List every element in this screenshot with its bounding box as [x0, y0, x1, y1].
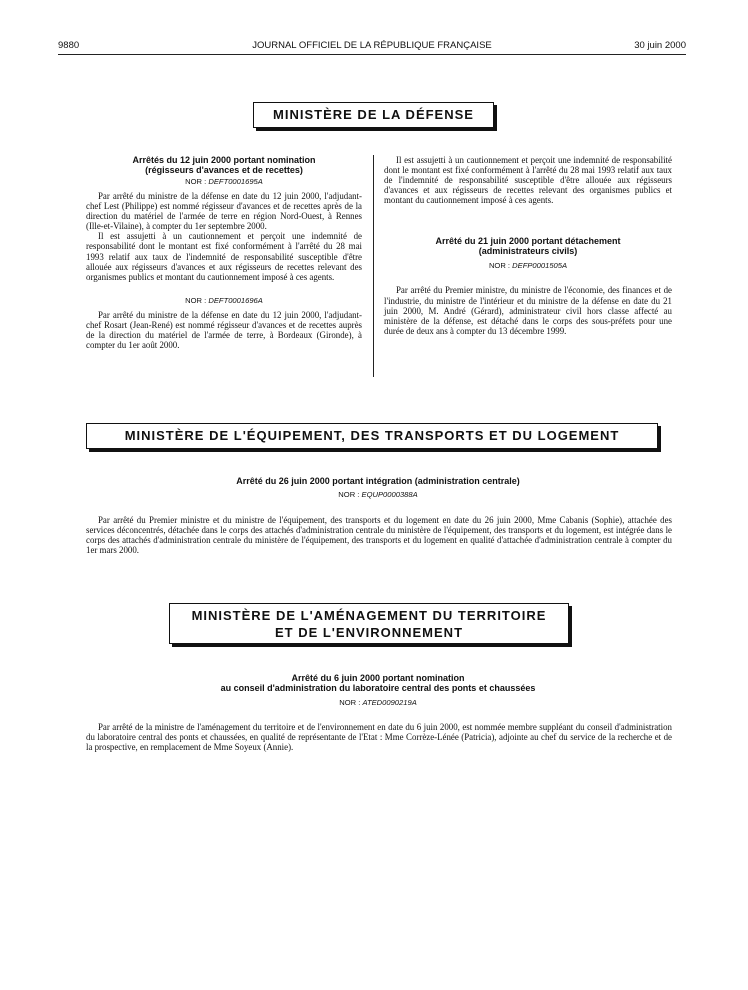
paragraph: Par arrêté du ministre de la défense en date du 12 juin 2000, l'adjudant-chef Rosart (Jean-René) est nommé régisseur d'avances et de recettes auprès de la direction du matériel de l'armée de terre, à Bordeaux (Gironde), à compter du 1er août 2000.: [86, 309, 362, 351]
journal-title: JOURNAL OFFICIEL DE LA RÉPUBLIQUE FRANÇAISE: [252, 40, 492, 51]
arrete-title-line1: Arrêtés du 12 juin 2000 portant nomination: [132, 155, 316, 165]
paragraph: Par arrêté de la ministre de l'aménagement du territoire et de l'environnement en date du 6 juin 2000, est nommée membre suppléant du conseil d'administration du laboratoire central des ponts et chaussées, en qualité de représentante de l'Etat : Mme Corrèze-Lénée (Patricia), adjointe au chef du service de la recherche et de la prospective, en remplacement de Mme Soyeux (Annie).: [86, 722, 672, 753]
nor-reference: NOR : ATED0090219A: [339, 698, 417, 707]
page-date: 30 juin 2000: [634, 40, 686, 51]
ministry-heading-amenagement: [169, 603, 569, 644]
nor-reference: NOR : DEFP0001505A: [488, 261, 568, 271]
arrete-title-line2: (administrateurs civils): [478, 246, 578, 257]
arrete-title-line1: Arrêté du 21 juin 2000 portant détachement: [435, 236, 621, 247]
arrete-title-line2: (régisseurs d'avances et de recettes): [145, 165, 303, 175]
nor-code: EQUP0000388A: [361, 490, 418, 499]
defense-right-column: [384, 155, 672, 336]
arrete-title: Arrêté du 26 juin 2000 portant intégration (administration centrale): [236, 476, 520, 486]
column-divider: [373, 155, 374, 377]
paragraph: Il est assujetti à un cautionnement et perçoit une indemnité de responsabilité dont le montant est fixé conformément à l'arrêté du 28 mai 1993 relatif aux taux de l'indemnité de responsabilité susceptible d'être allouée aux régisseurs d'avances et aux régisseurs de recettes relevant des organismes publics et montant du cautionnement imposé à ces agents.: [384, 155, 672, 206]
nor-code: DEFT0001696A: [208, 295, 263, 305]
nor-reference: NOR : DEFT0001696A: [185, 295, 263, 305]
header-rule: [58, 54, 686, 55]
arrete-title: [86, 673, 670, 693]
defense-left-column: [86, 155, 362, 350]
paragraph: Par arrêté du Premier ministre et du ministre de l'équipement, des transports et du logement en date du 26 juin 2000, Mme Cabanis (Sophie), attachée des services déconcentrés, détachée dans le corps des attachés d'administration centrale du ministère de l'équipement, des transports et du logement, est intégrée dans le corps des attachés d'administration centrale du ministère de l'équipement, des transports et du logement en qualité d'attachée d'administration centrale à compter du 1er mars 2000.: [86, 515, 672, 556]
arrete-title: [86, 155, 362, 175]
arrete-title-line2: au conseil d'administration du laboratoire central des ponts et chaussées: [220, 683, 536, 693]
nor-code: ATED0090219A: [362, 698, 417, 707]
arrete-title: [384, 236, 672, 256]
ministry-heading-line2: ET DE L'ENVIRONNEMENT: [274, 625, 464, 640]
nor-code: DEFT0001695A: [208, 177, 263, 186]
nor-reference: NOR : DEFT0001695A: [185, 177, 263, 186]
ministry-heading-equipement: MINISTÈRE DE L'ÉQUIPEMENT, DES TRANSPORTS ET DU LOGEMENT: [86, 423, 658, 449]
paragraph: Par arrêté du ministre de la défense en date du 12 juin 2000, l'adjudant-chef Lest (Philippe) est nommé régisseur d'avances et de recettes après de la direction du matériel de l'armée de terre en région Nord-Ouest, à Rennes (Ille-et-Vilaine), à compter du 1er septembre 2000.: [86, 191, 362, 232]
paragraph: Il est assujetti à un cautionnement et perçoit une indemnité de responsabilité dont le montant est fixé conformément à l'arrêté du 28 mai 1993 relatif aux taux de l'indemnité de responsabilité susceptible d'être allouée aux régisseurs d'avances et aux régisseurs de recettes relevant des organismes publics et montant du cautionnement imposé à ces agents.: [86, 231, 362, 282]
arrete-title-line1: Arrêté du 6 juin 2000 portant nomination: [291, 673, 465, 683]
page-number: 9880: [58, 40, 80, 51]
ministry-heading-line1: MINISTÈRE DE L'AMÉNAGEMENT DU TERRITOIRE: [191, 608, 547, 623]
nor-reference: NOR : EQUP0000388A: [338, 490, 418, 499]
nor-code: DEFP0001505A: [512, 261, 568, 271]
paragraph: Par arrêté du Premier ministre, du ministre de l'économie, des finances et de l'industrie, du ministre de l'intérieur et du ministre de la défense en date du 21 juin 2000, M. André (Gérard), administrateur civil hors classe affecté au ministère de la défense, est détaché dans le corps des sous-préfets pour une durée de deux ans à compter du 13 décembre 1999.: [384, 285, 672, 336]
ministry-heading-defense: MINISTÈRE DE LA DÉFENSE: [253, 102, 494, 128]
